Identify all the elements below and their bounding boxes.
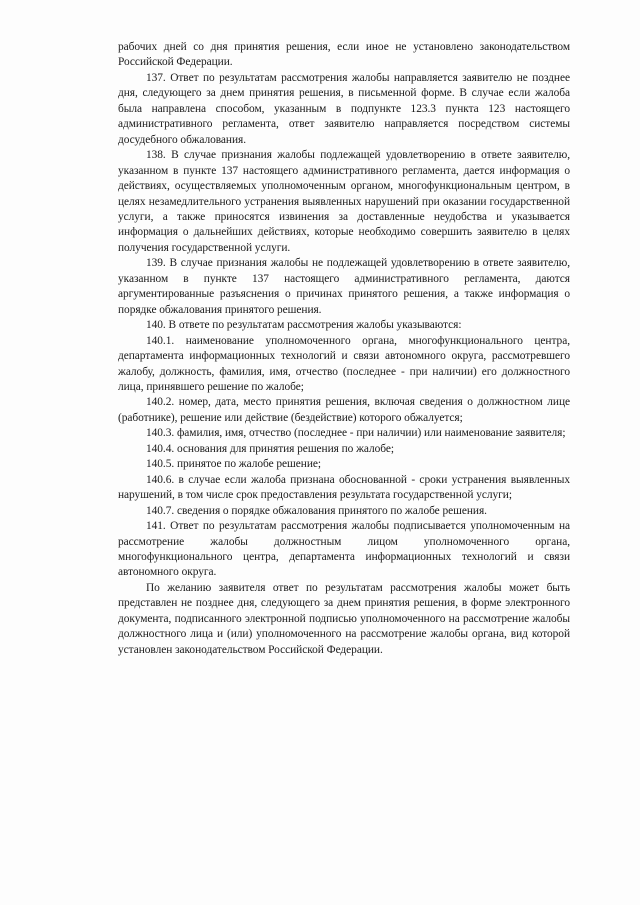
paragraph-continuation: рабочих дней со дня принятия решения, если иное не установлено законодательством Российской Федерации. xyxy=(118,41,570,69)
paragraph-139: 139. В случае признания жалобы не подлежащей удовлетворению в ответе заявителю, указанном в пункте 137 настоящего административного регламента, даются аргументированные разъяснения о причинах принятого решения, а также информация о порядке обжалования принятого решения. xyxy=(118,257,570,316)
paragraph-140-1: 140.1. наименование уполномоченного органа, многофункционального центра, департамента информационных технологий и связи автономного округа, рассмотревшего жалобу, должность, фамилия, имя, отчество (последнее - при наличии) его должностного лица, принявшего решение по жалобе; xyxy=(118,334,570,393)
paragraph-140-2: 140.2. номер, дата, место принятия решения, включая сведения о должностном лице (работнике), решение или действие (бездействие) которого обжалуется; xyxy=(118,396,570,424)
paragraph-138: 138. В случае признания жалобы подлежащей удовлетворению в ответе заявителю, указанном в пункте 137 настоящего административного регламента, дается информация о действиях, осуществляемых уполномоченным органом, многофункциональным центром, в целях незамедлительного устранения выявленных нарушений при оказании государственной услуги, а также приносятся извинения за доставленные неудобства и указывается информация о дальнейших действиях, которые необходимо совершить заявителю в целях получения государственной услуги. xyxy=(118,149,570,254)
paragraph-140-5: 140.5. принятое по жалобе решение; xyxy=(146,458,321,471)
paragraph-141: 141. Ответ по результатам рассмотрения жалобы подписывается уполномоченным на рассмотрение жалобы должностным лицом уполномоченного органа, многофункционального центра, департамента информационных технологий и связи автономного округа. xyxy=(118,520,570,579)
paragraph-140: 140. В ответе по результатам рассмотрения жалобы указываются: xyxy=(146,319,462,332)
paragraph-141-electronic: По желанию заявителя ответ по результатам рассмотрения жалобы может быть представлен не позднее дня, следующего за днем принятия решения, в форме электронного документа, подписанного электронной подписью уполномоченного на рассмотрение жалобы должностного лица и (или) уполномоченного на рассмотрение жалобы органа, вид которой установлен законодательством Российской Федерации. xyxy=(118,581,570,656)
paragraph-140-4: 140.4. основания для принятия решения по жалобе; xyxy=(146,442,395,455)
paragraph-140-7: 140.7. сведения о порядке обжалования принятого по жалобе решения. xyxy=(146,504,487,517)
paragraph-140-6: 140.6. в случае если жалоба признана обоснованной - сроки устранения выявленных нарушений, в том числе срок предоставления результата государственной услуги; xyxy=(118,473,570,502)
paragraph-140-3: 140.3. фамилия, имя, отчество (последнее - при наличии) или наименование заявителя; xyxy=(146,427,566,440)
document-body xyxy=(118,40,570,658)
paragraph-137: 137. Ответ по результатам рассмотрения жалобы направляется заявителю не позднее дня, следующего за днем принятия решения, в письменной форме. В случае если жалоба была направлена способом, указанным в подпункте 123.3 пункта 123 настоящего административного регламента, ответ заявителю направляется посредством системы досудебного обжалования. xyxy=(118,71,570,146)
